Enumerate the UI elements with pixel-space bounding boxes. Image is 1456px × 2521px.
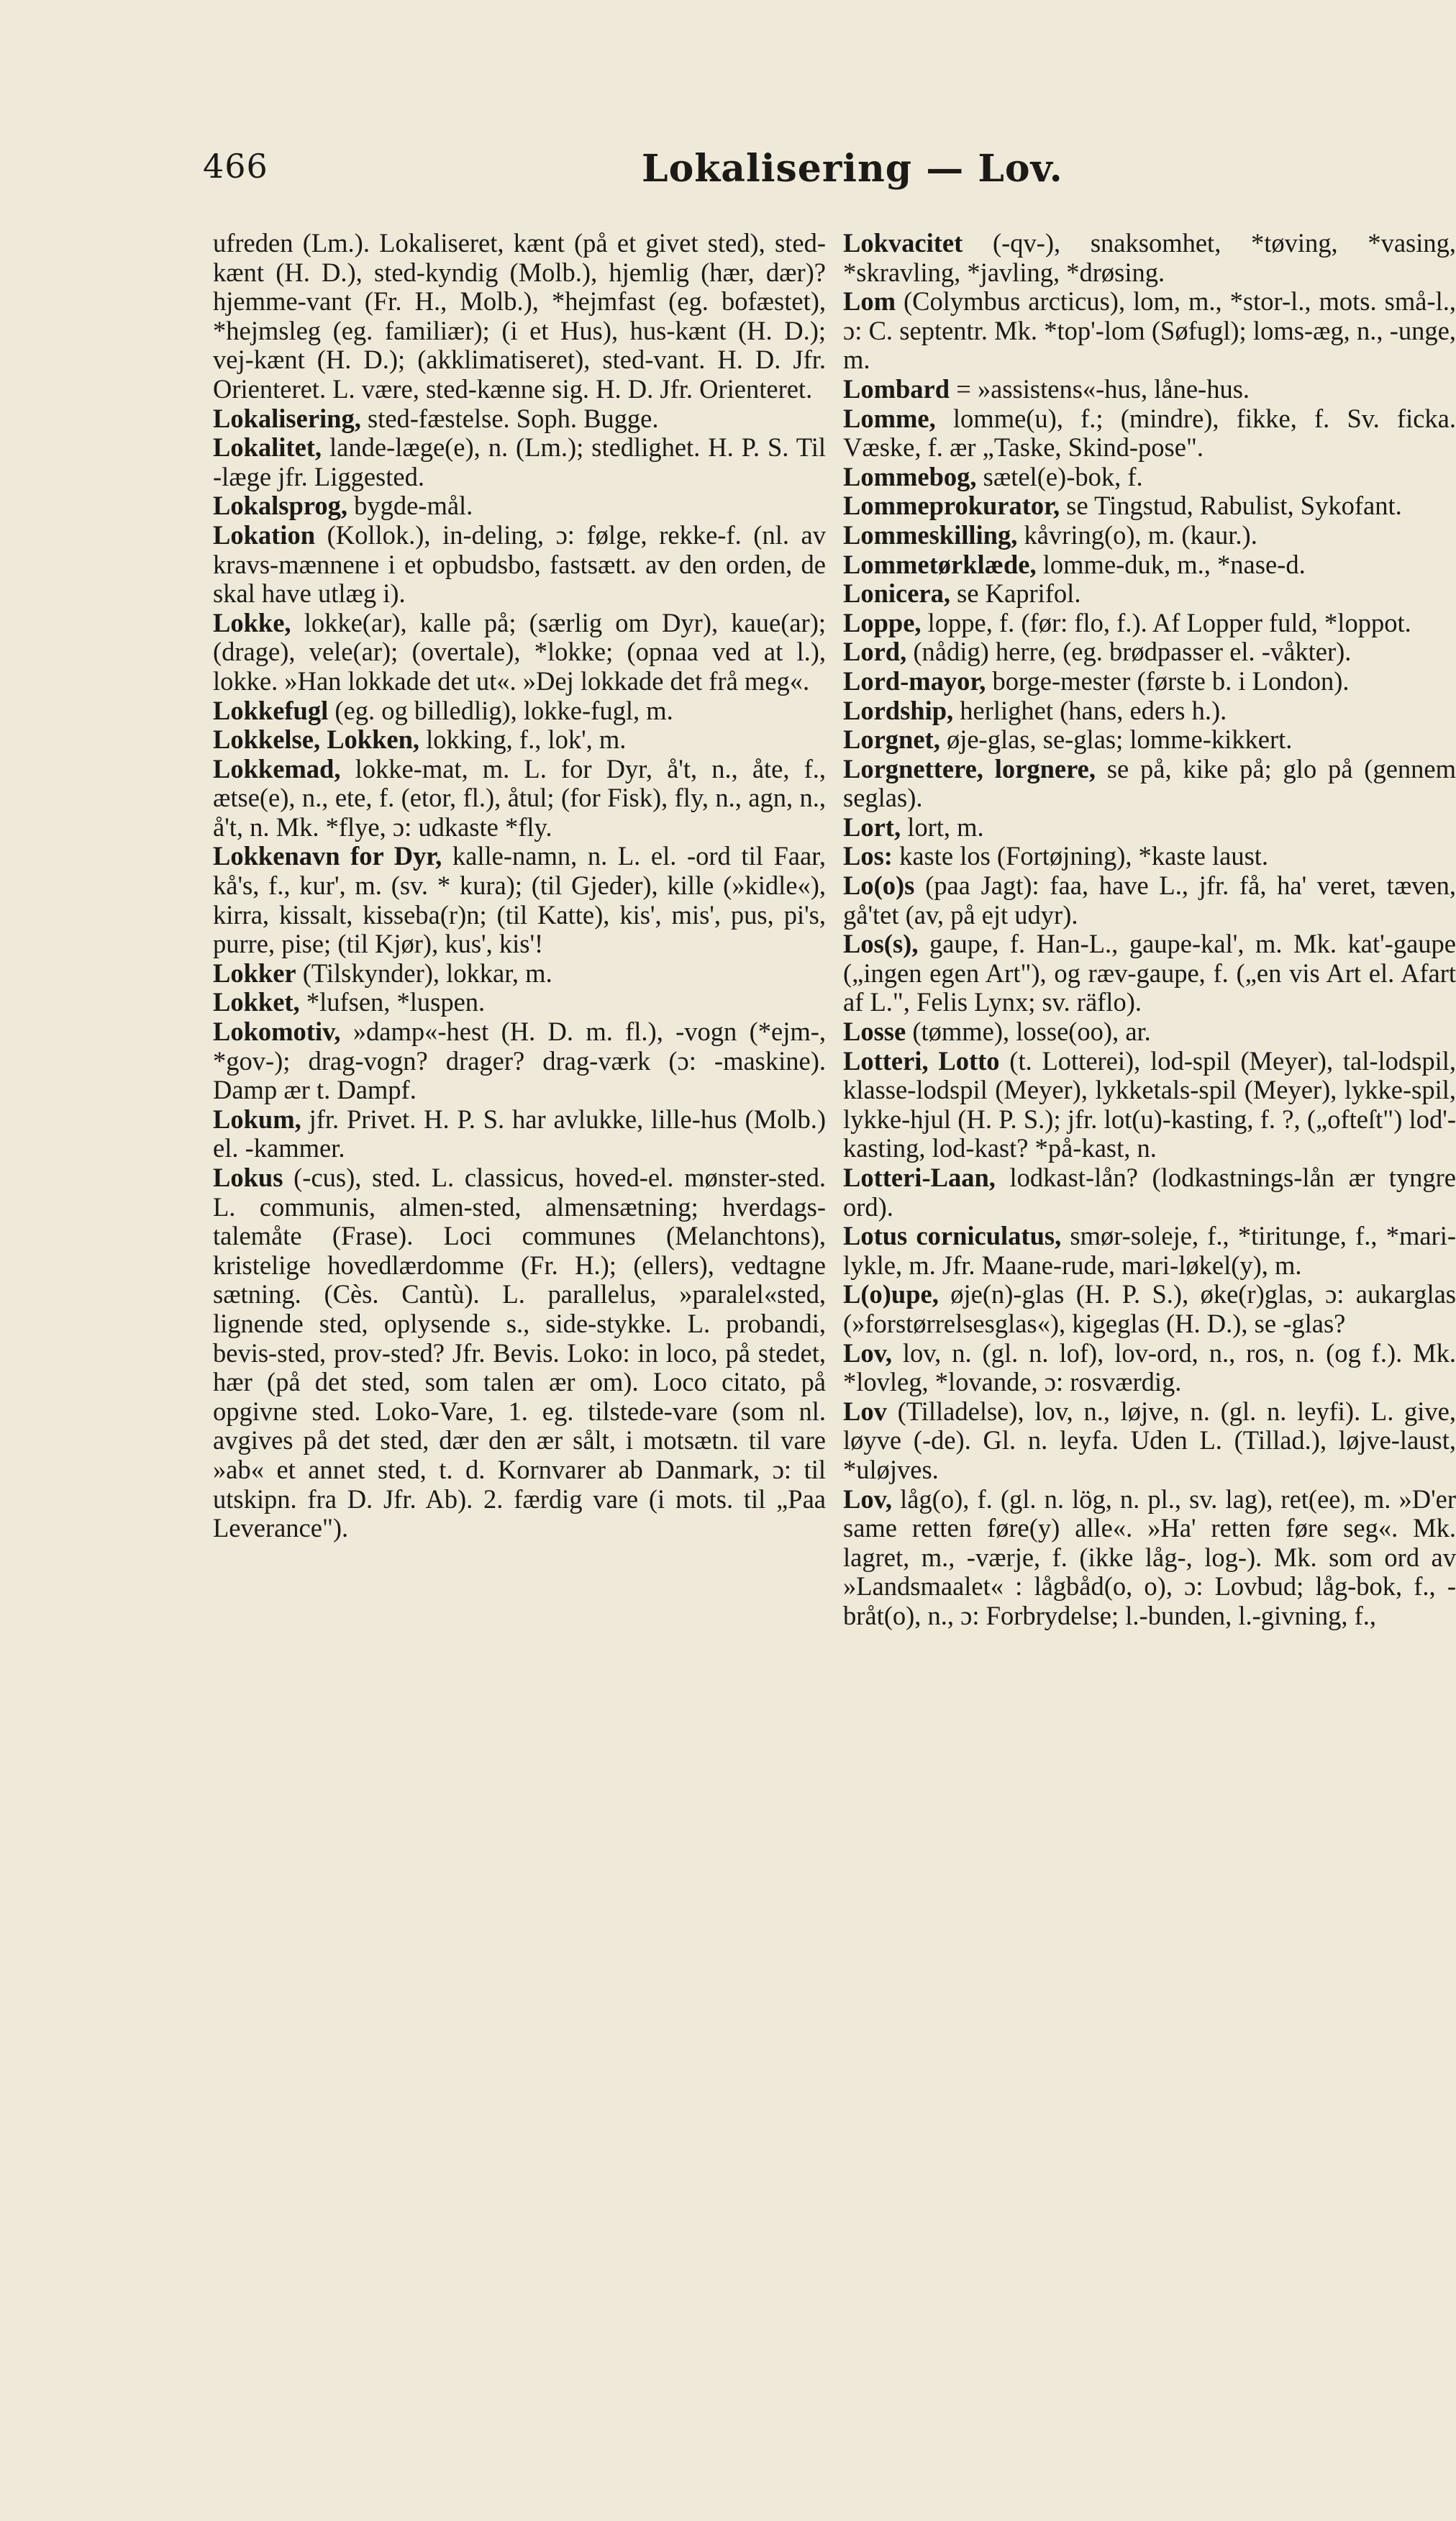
- entry-headword: Lom: [843, 286, 896, 317]
- entry-headword: Lotteri-Laan,: [843, 1163, 996, 1192]
- entry-headword: Lorgnet,: [843, 724, 940, 755]
- entry-headword: Loppe,: [843, 607, 922, 637]
- dictionary-entry: [843, 1280, 1456, 1338]
- entry-headword: Lorgnettere, lorgnere,: [843, 753, 1096, 783]
- entry-definition: (eg. og billedlig), lokke-fugl, m.: [335, 695, 673, 725]
- entry-definition: lov, n. (gl. n. lof), lov-ord, n., ros, n. (og f.). Mk. *lovleg, *lovande, ɔ: rosværdig.: [843, 1337, 1456, 1397]
- entry-headword: Lov,: [843, 1484, 892, 1514]
- entry-definition: lodkast-lån? (lodkastnings-lån ær tyngre ord).: [843, 1163, 1456, 1222]
- entry-definition: *lufsen, *luspen.: [306, 987, 486, 1017]
- entry-definition: (Tilskynder), lokkar, m.: [302, 958, 552, 988]
- dictionary-entry: [213, 491, 826, 521]
- entry-definition: se Kaprifol.: [957, 578, 1081, 609]
- left-column: [213, 229, 826, 1543]
- entry-headword: Lokker: [213, 958, 296, 988]
- dictionary-entry: [843, 1017, 1456, 1047]
- entry-definition: ufreden (Lm.). Lokaliseret, kænt (på et givet sted), sted-kænt (H. D.), sted-kyndig (Molb.), hjemlig (hær, dær)? hjemme-vant (Fr. H., Molb.), *hejmfast (eg. bofæstet), *hejmsleg (eg. familiær); (i et Hus), hus-kænt (H. D.); vej-kænt (H. D.); (akklimatiseret), sted-vant. H. D. Jfr. Orienteret. L. være, sted-kænne sig. H. D. Jfr. Orienteret.: [213, 228, 826, 404]
- entry-definition: se på, kike på; glo på (gennem seglas).: [843, 753, 1456, 813]
- dictionary-entry: [843, 667, 1456, 696]
- entry-definition: (tømme), losse(oo), ar.: [912, 1017, 1151, 1047]
- entry-headword: Lov: [843, 1396, 887, 1426]
- entry-definition: (nådig) herre, (eg. brødpasser el. -våkter).: [913, 637, 1352, 667]
- right-column: [843, 229, 1456, 1631]
- entry-headword: Lotus corniculatus,: [843, 1221, 1062, 1251]
- entry-definition: gaupe, f. Han-L., gaupe-kal', m. Mk. kat'-gaupe („ingen egen Art"), og ræv-gaupe, f. („en vis Art el. Afart af L.", Felis Lynx; sv. räflo).: [843, 929, 1456, 1017]
- entry-definition: bygde-mål.: [354, 491, 473, 521]
- entry-headword: Lommeprokurator,: [843, 491, 1060, 521]
- dictionary-entry: [843, 287, 1456, 375]
- entry-headword: Lokalitet,: [213, 432, 322, 463]
- entry-definition: lokking, f., lok', m.: [426, 724, 627, 755]
- entry-definition: sætel(e)-bok, f.: [983, 461, 1143, 491]
- dictionary-entry: [843, 1397, 1456, 1485]
- dictionary-entry: [213, 404, 826, 434]
- entry-headword: Lokkenavn for Dyr,: [213, 841, 442, 871]
- dictionary-entry: [213, 725, 826, 755]
- entry-headword: Lommebog,: [843, 461, 977, 491]
- entry-headword: Lokus: [213, 1163, 283, 1192]
- entry-definition: kåvring(o), m. (kaur.).: [1024, 519, 1257, 550]
- dictionary-entry: [843, 550, 1456, 580]
- entry-headword: Lommeskilling,: [843, 519, 1018, 550]
- entry-definition: (-cus), sted. L. classicus, hoved-el. mønster-sted. L. communis, almen-sted, almensætning; hverdags-talemåte (Frase). Loci communes (Melanchtons), kristelige hovedlærdomme (Fr. H.); (ellers), vedtagne sætning. (Cès. Cantù). L. parallelus, »paralel«sted, lignende sted, oplysende s., side-stykke. L. probandi, bevis-sted, prov-sted? Jfr. Bevis. Loko: in loco, på stedet, hær (på det sted, som talen ær om). Loco citato, på opgivne sted. Loko-Vare, 1. eg. tilstede-vare (som nl. avgives på det sted, dær den ær sålt, i motsætn. til vare »ab« et annet sted, t. d. Kornvarer ab Danmark, ɔ: til utskipn. fra D. Jfr. Ab). 2. færdig vare (i mots. til „Paa Leverance").: [213, 1163, 827, 1543]
- entry-definition: (t. Lotterei), lod-spil (Meyer), tal-lodspil, klasse-lodspil (Meyer), lykketals-spil (Meyer), lykke-spil, lykke-hjul (H. P. S.); jfr. lot(u)-kasting, f. ?, („ofteſt") lod'-kasting, lod-kast? *på-kast, n.: [843, 1045, 1456, 1163]
- dictionary-entry: [843, 491, 1456, 521]
- page-header: [203, 147, 1447, 212]
- entry-headword: Lommetørklæde,: [843, 549, 1037, 579]
- dictionary-entry: [213, 521, 826, 609]
- entry-headword: Lokke,: [213, 607, 291, 637]
- entry-definition: (Tilladelse), lov, n., løjve, n. (gl. n. leyfi). L. give, løyve (-de). Gl. n. leyfa. Uden L. (Tillad.), løjve-laust, *uløjves.: [843, 1396, 1456, 1484]
- dictionary-entry: [213, 755, 826, 842]
- entry-definition: borge-mester (første b. i London).: [992, 666, 1350, 696]
- dictionary-entry: [843, 725, 1456, 755]
- entry-headword: Lotteri, Lotto: [843, 1045, 1000, 1076]
- entry-headword: Lov,: [843, 1337, 892, 1368]
- entry-definition: kaste los (Fortøjning), *kaste laust.: [899, 841, 1269, 871]
- dictionary-entry: [843, 404, 1456, 463]
- entry-headword: Lombard: [843, 373, 950, 404]
- dictionary-entry: [843, 871, 1456, 930]
- entry-headword: Lokum,: [213, 1104, 301, 1134]
- dictionary-entry: [213, 1105, 826, 1163]
- dictionary-entry: [843, 609, 1456, 638]
- entry-headword: Lo(o)s: [843, 871, 915, 901]
- entry-headword: Lokalsprog,: [213, 491, 347, 521]
- dictionary-entry: [843, 1163, 1456, 1222]
- entry-definition: kalle-namn, n. L. el. -ord til Faar, kå's, f., kur', m. (sv. * kura); (til Gjeder), kille (»kidle«), kirra, kissalt, kisseba(r)n; (til Katte), kis', mis', pus, pi's, purre, pise; (til Kjør), kus', kis'!: [213, 841, 826, 959]
- entry-headword: Lort,: [843, 812, 901, 842]
- dictionary-entry: [843, 463, 1456, 492]
- entry-headword: Los:: [843, 841, 893, 871]
- dictionary-entry: [843, 755, 1456, 813]
- dictionary-entry: [843, 521, 1456, 550]
- dictionary-entry: [843, 637, 1456, 667]
- entry-definition: sted-fæstelse. Soph. Bugge.: [367, 403, 659, 433]
- entry-headword: Lord-mayor,: [843, 666, 986, 696]
- dictionary-entry: [843, 229, 1456, 287]
- dictionary-entry: [213, 842, 826, 958]
- entry-headword: Lokket,: [213, 987, 300, 1017]
- entry-definition: lomme(u), f.; (mindre), fikke, f. Sv. ficka. Væske, f. ær „Taske, Skind-pose".: [843, 403, 1456, 463]
- entry-headword: Lordship,: [843, 695, 954, 725]
- entry-definition: (paa Jagt): faa, have L., jfr. få, ha' veret, tæven, gå'tet (av, på ejt udyr).: [843, 871, 1456, 930]
- dictionary-entry: [843, 579, 1456, 609]
- entry-definition: = »assistens«-hus, låne-hus.: [956, 373, 1250, 404]
- entry-definition: øje-glas, se-glas; lomme-kikkert.: [946, 724, 1293, 755]
- dictionary-entry: [843, 1047, 1456, 1163]
- entry-definition: loppe, f. (før: flo, f.). Af Lopper fuld, *loppot.: [927, 607, 1411, 637]
- dictionary-entry: [213, 1017, 826, 1105]
- dictionary-entry: [843, 1485, 1456, 1631]
- entry-definition: lort, m.: [907, 812, 984, 842]
- entry-definition: »damp«-hest (H. D. m. fl.), -vogn (*ejm-, *gov-); drag-vogn? drager? drag-værk (ɔ: -maskine). Damp ær t. Dampf.: [213, 1017, 826, 1105]
- dictionary-entry: [213, 609, 826, 696]
- running-head: Lokalisering — Lov.: [642, 147, 1063, 191]
- dictionary-entry: [213, 433, 826, 491]
- dictionary-entry: [213, 696, 826, 726]
- entry-definition: lokke-mat, m. L. for Dyr, å't, n., åte, f., ætse(e), n., ete, f. (etor, fl.), åtul; (for Fisk), fly, n., agn, n., å't, n. Mk. *flye, ɔ: udkaste *fly.: [213, 753, 826, 842]
- dictionary-entry: [213, 959, 826, 989]
- dictionary-entry: [843, 930, 1456, 1017]
- entry-headword: Lokkefugl: [213, 695, 329, 725]
- entry-definition: lokke(ar), kalle på; (særlig om Dyr), kaue(ar); (drage), vele(ar); (overtale), *lokke; (opnaa ved at l.), lokke. »Han lokkade det ut«. »Dej lokkade det frå meg«.: [213, 607, 827, 696]
- entry-definition: øje(n)-glas (H. P. S.), øke(r)glas, ɔ: aukarglas (»forstørrelsesglas«), kigeglas (H. D.), se -glas?: [843, 1279, 1456, 1338]
- entry-definition: (Kollok.), in-deling, ɔ: følge, rekke-f. (nl. av kravs-mænnene i et opbudsbo, fastsætt. av den orden, de skal have utlæg i).: [213, 519, 827, 609]
- dictionary-entry: [843, 1339, 1456, 1397]
- entry-definition: låg(o), f. (gl. n. lög, n. pl., sv. lag), ret(ee), m. »D'er same retten føre(y) alle«. »Ha' retten føre seg«. Mk. lagret, m., -værje, f. (ikke låg-, log-). Mk. som ord av »Landsmaalet« : lågbåd(o, o), ɔ: Lovbud; låg-bok, f., -bråt(o), n., ɔ: Forbrydelse; l.-bunden, l.-givning, f.,: [843, 1484, 1456, 1630]
- entry-headword: Losse: [843, 1017, 906, 1047]
- dictionary-entry: [843, 842, 1456, 871]
- dictionary-entry: [213, 229, 826, 404]
- entry-headword: Lord,: [843, 637, 907, 667]
- page-number: 466: [203, 147, 268, 186]
- entry-headword: Lokomotiv,: [213, 1017, 341, 1047]
- dictionary-entry: [213, 1163, 826, 1543]
- entry-definition: herlighet (hans, eders h.).: [960, 695, 1227, 725]
- entry-headword: Lokkemad,: [213, 753, 341, 783]
- entry-headword: Lokation: [213, 519, 315, 550]
- entry-headword: Lomme,: [843, 403, 936, 433]
- dictionary-entry: [213, 988, 826, 1017]
- entry-definition: smør-soleje, f., *tiritunge, f., *mari-lykle, m. Jfr. Maane-rude, mari-løkel(y), m.: [843, 1221, 1456, 1280]
- entry-definition: (Colymbus arcticus), lom, m., *stor-l., mots. små-l., ɔ: C. septentr. Mk. *top'-lom (Søfugl); loms-æg, n., -unge, m.: [843, 286, 1456, 375]
- entry-headword: Lonicera,: [843, 578, 951, 609]
- entry-definition: se Tingstud, Rabulist, Sykofant.: [1066, 491, 1402, 521]
- entry-headword: Los(s),: [843, 929, 919, 959]
- entry-definition: jfr. Privet. H. P. S. har avlukke, lille-hus (Molb.) el. -kammer.: [213, 1104, 826, 1163]
- entry-headword: Lokkelse, Lokken,: [213, 724, 420, 755]
- entry-definition: lande-læge(e), n. (Lm.); stedlighet. H. P. S. Til -læge jfr. Liggested.: [213, 432, 827, 491]
- dictionary-entry: [843, 1222, 1456, 1280]
- entry-definition: (-qv-), snaksomhet, *tøving, *vasing, *skravling, *javling, *drøsing.: [843, 228, 1456, 287]
- dictionary-entry: [843, 813, 1456, 842]
- entry-headword: L(o)upe,: [843, 1279, 939, 1309]
- dictionary-entry: [843, 696, 1456, 726]
- entry-headword: Lokalisering,: [213, 403, 361, 433]
- entry-headword: Lokvacitet: [843, 228, 963, 258]
- dictionary-entry: [843, 375, 1456, 404]
- entry-definition: lomme-duk, m., *nase-d.: [1042, 549, 1306, 579]
